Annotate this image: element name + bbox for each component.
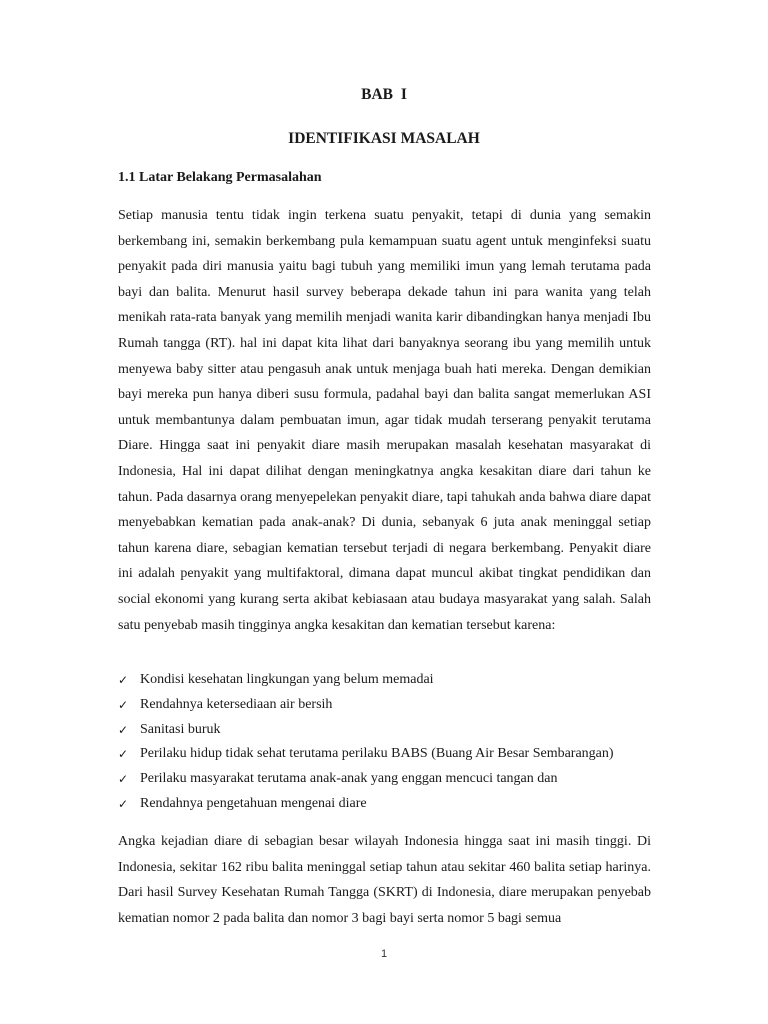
cause-list [118, 668, 658, 817]
checkmark-icon: ✓ [118, 673, 129, 687]
checkmark-icon: ✓ [118, 796, 129, 811]
paragraph-background: Setiap manusia tentu tidak ingin terkena suatu penyakit, tetapi di dunia yang semakin berkembang ini, semakin berkembang pula kemampuan suatu agent untuk menginfeksi suatu penyakit pada diri manusia yaitu bagi tubuh yang memiliki imun yang lemah terutama pada bayi dan balita. Menurut hasil survey beberapa dekade tahun ini para wanita yang telah menikah rata-rata banyak yang memilih menjadi wanita karir dibandingkan hanya menjadi Ibu Rumah tangga (RT). hal ini dapat kita lihat dari banyaknya seorang ibu yang memilih untuk menyewa baby sitter atau pengasuh anak untuk menjaga buah hati mereka. Dengan demikian bayi mereka pun hanya diberi susu formula, padahal bayi dan balita sangat memerlukan ASI untuk membantunya dalam pembuatan imun, agar tidak mudah terserang penyakit terutama Diare. Hingga saat ini penyakit diare masih merupakan masalah kesehatan masyarakat di Indonesia, Hal ini dapat dilihat dengan meningkatnya angka kesakitan diare dari tahun ke tahun. Pada dasarnya orang menyepelekan penyakit diare, tapi tahukah anda bahwa diare dapat menyebabkan kematian pada anak-anak? Di dunia, sebanyak 6 juta anak meninggal setiap tahun karena diare, sebagian kematian tersebut terjadi di negara berkembang. Penyakit diare ini adalah penyakit yang multifaktoral, dimana dapat muncul akibat tingkat pendidikan dan social ekonomi yang kurang serta akibat kebiasaan atau budaya masyarakat yang salah. Salah satu penyebab masih tingginya angka kesakitan dan kematian tersebut karena: [118, 208, 651, 633]
list-item [118, 693, 658, 718]
section-heading: 1.1 Latar Belakang Permasalahan [118, 170, 322, 185]
checkmark-icon: ✓ [118, 697, 129, 712]
chapter-label: BAB I [361, 86, 407, 103]
list-item-text: Kondisi kesehatan lingkungan yang belum memadai [140, 672, 434, 687]
checkmark-icon: ✓ [118, 772, 129, 787]
list-item [118, 668, 658, 693]
list-item [118, 742, 658, 767]
chapter-title: IDENTIFIKASI MASALAH [288, 130, 480, 147]
list-item-text: Perilaku hidup tidak sehat terutama perilaku BABS (Buang Air Besar Sembarangan) [140, 746, 614, 762]
checkmark-icon: ✓ [118, 747, 129, 762]
paragraph-statistics: Angka kejadian diare di sebagian besar wilayah Indonesia hingga saat ini masih tinggi. Di Indonesia, sekitar 162 ribu balita meninggal setiap tahun atau sekitar 460 balita setiap harinya. Dari hasil Survey Kesehatan Rumah Tangga (SKRT) di Indonesia, diare merupakan penyebab kematian nomor 2 pada balita dan nomor 3 bagi bayi serta nomor 5 bagi semua [118, 834, 651, 926]
list-item-text: Perilaku masyarakat terutama anak-anak yang enggan mencuci tangan dan [140, 771, 558, 787]
list-item [118, 718, 658, 743]
list-item [118, 767, 658, 792]
list-item-text: Sanitasi buruk [140, 721, 221, 737]
list-item-text: Rendahnya pengetahuan mengenai diare [140, 795, 367, 811]
list-item [118, 792, 658, 817]
page-number: 1 [380, 948, 388, 960]
checkmark-icon: ✓ [118, 722, 129, 737]
list-item-text: Rendahnya ketersediaan air bersih [140, 696, 333, 712]
